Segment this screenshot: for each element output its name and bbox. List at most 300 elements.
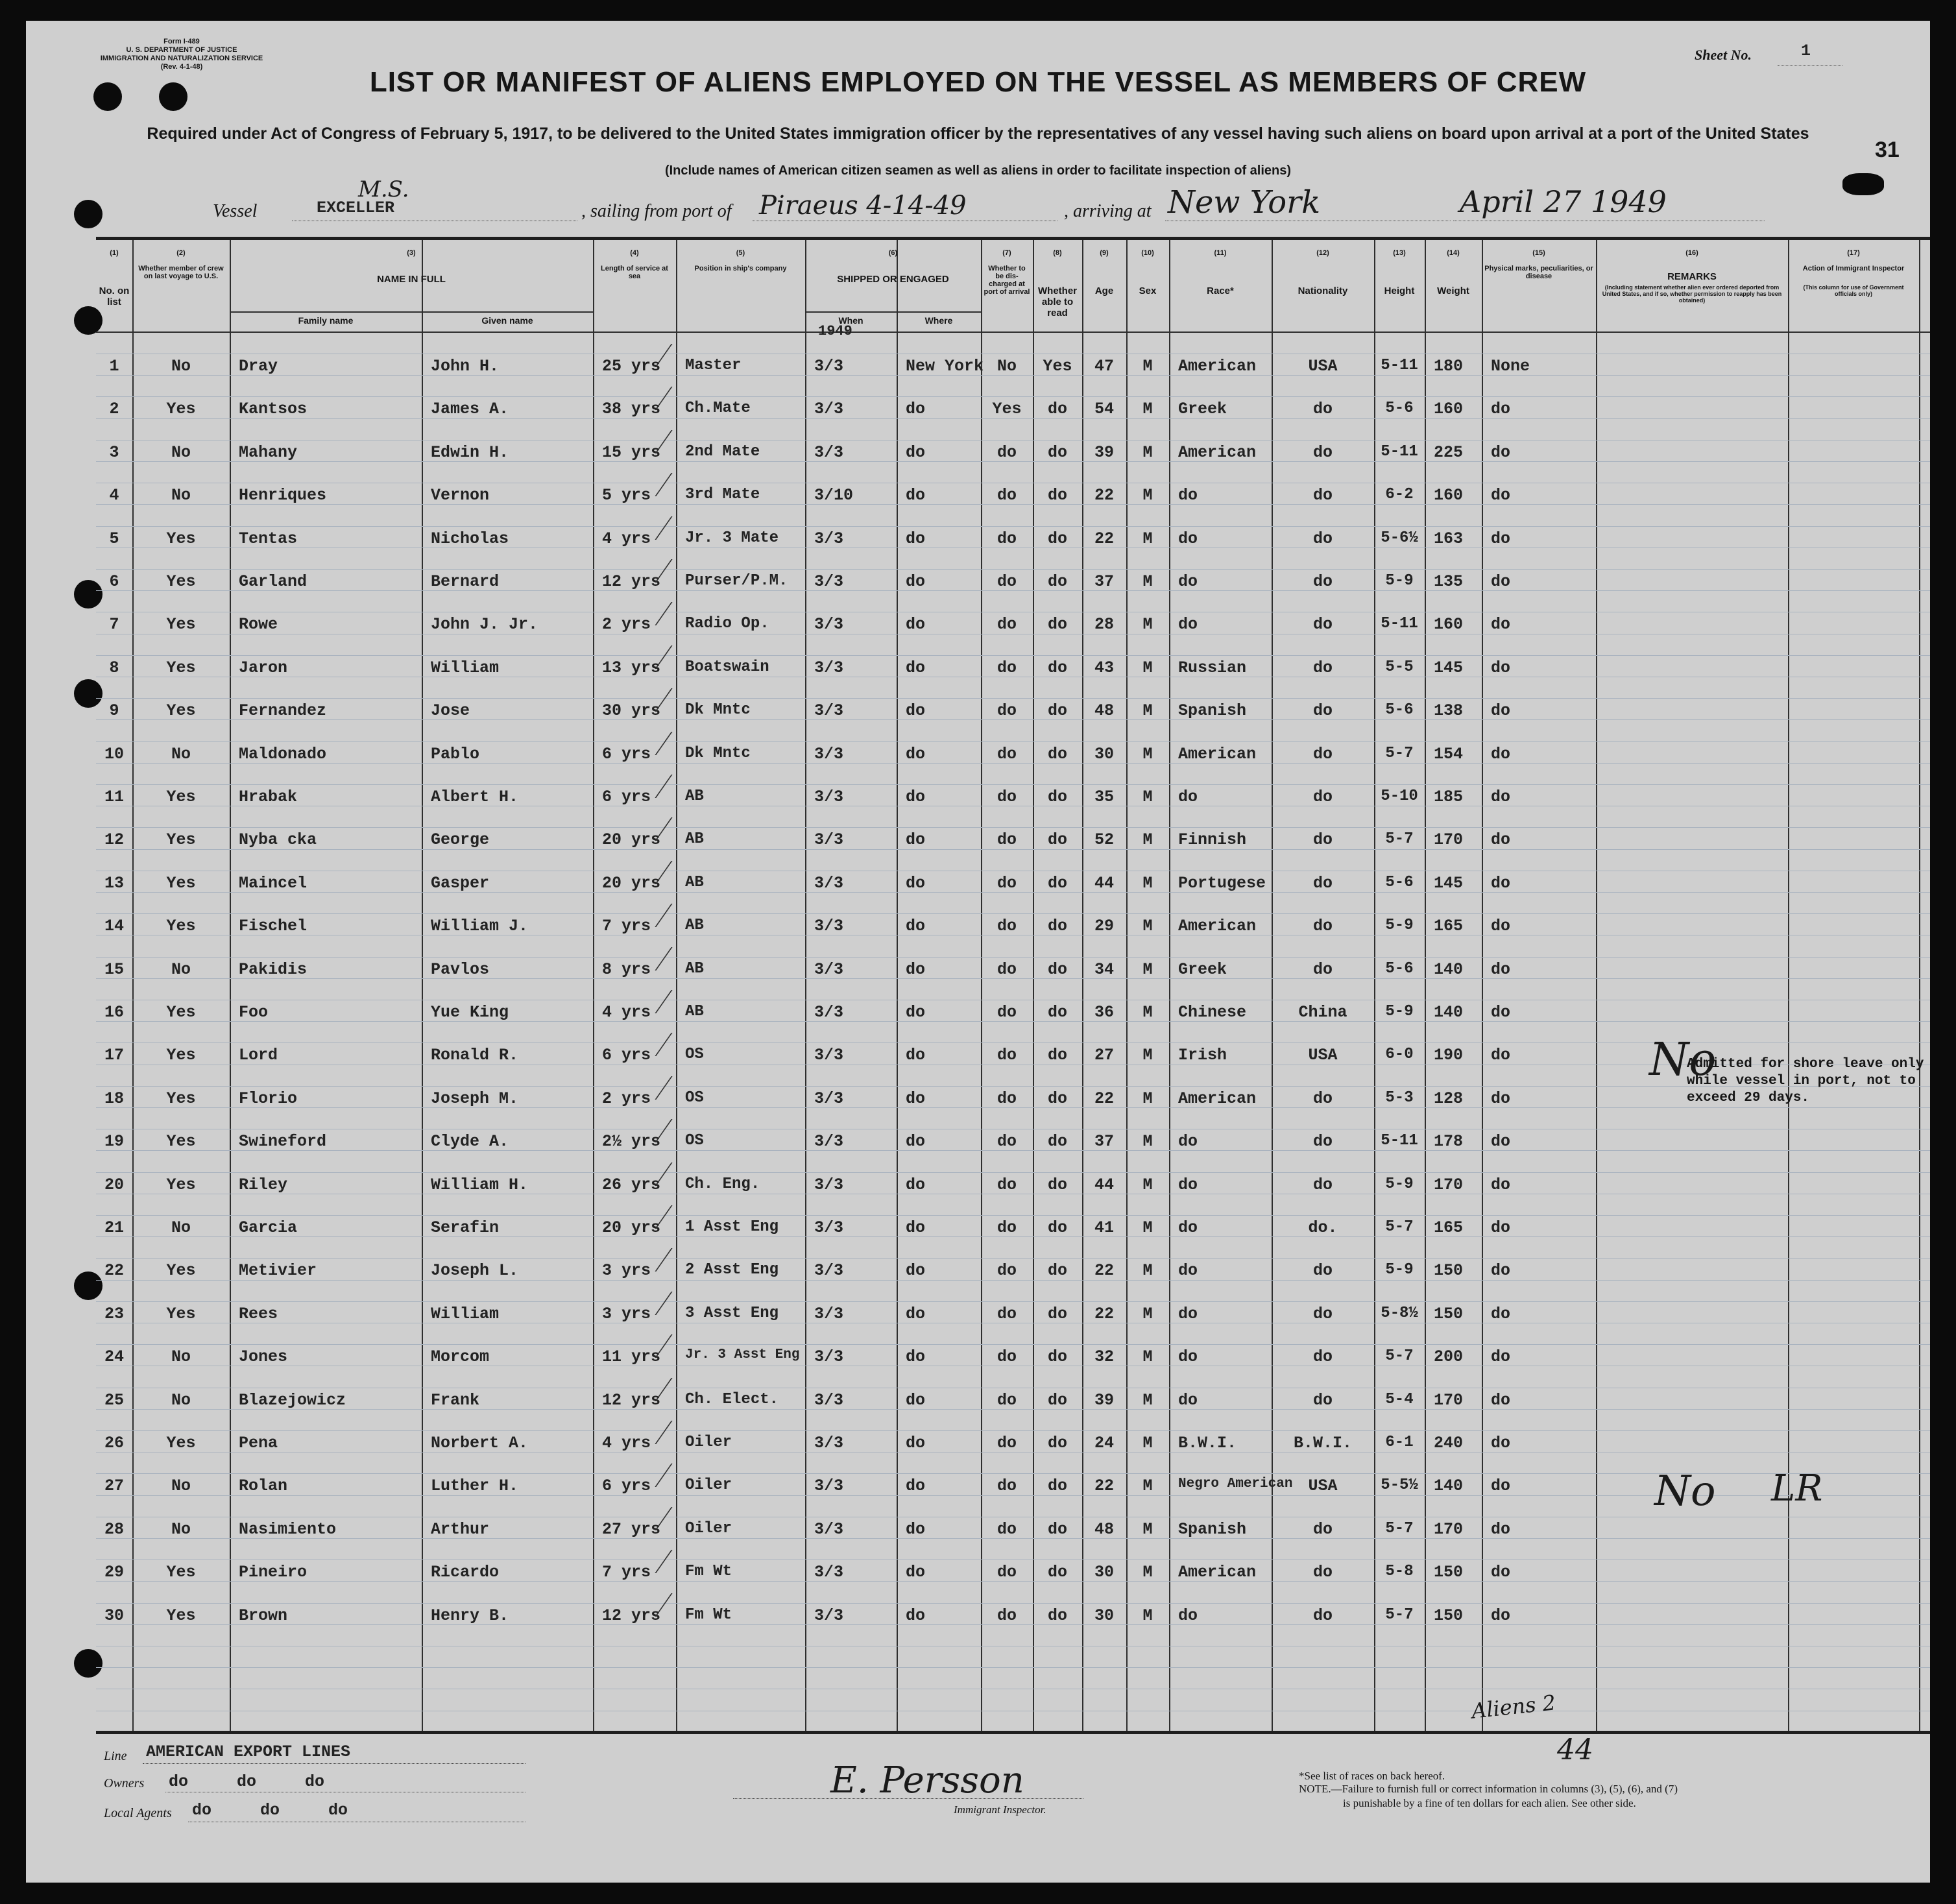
position: OS [685, 1089, 704, 1107]
sex: M [1142, 788, 1153, 806]
age: 44 [1094, 1175, 1114, 1194]
family-name: Pakidis [239, 959, 308, 979]
discharged: do [996, 1519, 1017, 1539]
sex: M [1142, 615, 1153, 634]
shipped-where: do [906, 1390, 926, 1410]
age: 54 [1094, 400, 1114, 419]
given-name: Joseph M. [431, 1089, 519, 1108]
nationality: do [1312, 959, 1333, 979]
sex: M [1142, 1261, 1153, 1281]
shipped-when: 3/3 [814, 830, 844, 850]
sex: M [1142, 529, 1153, 548]
service-length: 6 yrs [602, 1046, 651, 1065]
given-name: John J. Jr. [431, 615, 538, 634]
shipped-when: 3/3 [814, 1606, 844, 1625]
able-to-read: Yes [1043, 357, 1072, 376]
page-stamp: 31 [1875, 138, 1900, 162]
age: 28 [1094, 615, 1114, 634]
weight: 160 [1434, 615, 1464, 634]
owners-label: Owners [104, 1776, 145, 1790]
shipped-when: 3/3 [814, 917, 844, 936]
given-name: Ronald R. [431, 1046, 519, 1065]
row-number: 14 [104, 917, 124, 936]
last-voyage: No [171, 1218, 191, 1237]
column-label: Nationality [1298, 285, 1348, 296]
service-length: 12 yrs [602, 1390, 661, 1410]
family-name: Riley [239, 1175, 288, 1194]
shipped-where: do [906, 1304, 926, 1323]
physical-marks: do [1491, 917, 1511, 936]
nationality: do [1312, 1132, 1333, 1151]
family-name: Swineford [239, 1132, 327, 1151]
position: Ch. Elect. [685, 1390, 779, 1408]
last-voyage: No [171, 744, 191, 764]
last-voyage: Yes [166, 400, 196, 419]
nationality: do [1312, 529, 1333, 548]
service-length: 20 yrs [602, 830, 661, 850]
last-voyage: Yes [166, 788, 196, 806]
height: 5-6 [1385, 400, 1414, 418]
sex: M [1142, 1563, 1153, 1582]
shipped-when: 3/3 [814, 658, 844, 677]
physical-marks: do [1491, 1261, 1511, 1281]
remark-stamp: Admitted for shore leave only while vessel in port, not to exceed 29 days. [1687, 1057, 1924, 1105]
row-number: 9 [109, 701, 119, 721]
service-length: 26 yrs [602, 1175, 661, 1194]
height: 5-9 [1385, 1003, 1414, 1020]
physical-marks: do [1491, 873, 1511, 893]
row-number: 18 [104, 1089, 124, 1108]
service-length: 25 yrs [602, 357, 661, 376]
position: 1 Asst Eng [685, 1218, 779, 1236]
discharged: do [996, 959, 1017, 979]
race: do [1178, 1175, 1198, 1194]
family-name: Pena [239, 1434, 278, 1452]
count-note: Aliens 2 [1470, 1690, 1557, 1724]
shipped-when: 3/3 [814, 400, 844, 419]
last-voyage: Yes [166, 1175, 196, 1194]
position: Oiler [685, 1519, 732, 1537]
column-label: NAME IN FULL [377, 274, 446, 285]
height: 5-9 [1385, 1261, 1414, 1279]
shipped-where: do [906, 615, 926, 634]
able-to-read: do [1047, 959, 1067, 979]
height: 5-5½ [1381, 1476, 1418, 1495]
service-length: 6 yrs [602, 1476, 651, 1496]
age: 22 [1094, 1089, 1114, 1108]
discharged: do [996, 1606, 1017, 1625]
given-name: Edwin H. [431, 442, 509, 462]
physical-marks: do [1491, 1003, 1511, 1022]
position: 3rd Mate [685, 486, 760, 504]
row-number: 26 [104, 1434, 124, 1452]
weight: 140 [1434, 1003, 1464, 1022]
last-voyage: No [171, 357, 191, 376]
weight: 170 [1434, 1519, 1464, 1539]
service-length: 20 yrs [602, 1218, 661, 1237]
able-to-read: do [1047, 572, 1067, 591]
able-to-read: do [1047, 1175, 1067, 1194]
able-to-read: do [1047, 1218, 1067, 1237]
able-to-read: do [1047, 400, 1067, 419]
service-length: 2 yrs [602, 1089, 651, 1108]
shipped-when: 3/3 [814, 1089, 844, 1108]
last-voyage: Yes [166, 1606, 196, 1625]
discharged: do [996, 1563, 1017, 1582]
nationality: do [1312, 1089, 1333, 1108]
discharged: do [996, 917, 1017, 936]
nationality: do [1312, 1563, 1333, 1582]
physical-marks: do [1491, 788, 1511, 806]
discharged: do [996, 1434, 1017, 1452]
sex: M [1142, 1606, 1153, 1625]
shipped-where: do [906, 400, 926, 419]
nationality: do [1312, 701, 1333, 721]
column-number: (4) [630, 249, 639, 257]
shipped-where: do [906, 1218, 926, 1237]
age: 34 [1094, 959, 1114, 979]
position: OS [685, 1132, 704, 1150]
age: 22 [1094, 529, 1114, 548]
shipped-when: 3/3 [814, 357, 844, 376]
column-label: Physical marks, peculiarities, or disease [1484, 265, 1593, 280]
given-name: Albert H. [431, 788, 519, 806]
column-number: (5) [736, 249, 745, 257]
sex: M [1142, 744, 1153, 764]
height: 6-2 [1385, 486, 1414, 504]
position: Dk Mntc [685, 701, 751, 719]
race: Portugese [1178, 873, 1266, 893]
physical-marks: do [1491, 486, 1511, 505]
family-name: Nyba cka [239, 830, 317, 850]
able-to-read: do [1047, 788, 1067, 806]
given-name: Serafin [431, 1218, 500, 1237]
service-length: 3 yrs [602, 1261, 651, 1281]
physical-marks: do [1491, 1390, 1511, 1410]
nationality: do [1312, 873, 1333, 893]
discharged: do [996, 658, 1017, 677]
weight: 170 [1434, 830, 1464, 850]
last-voyage: Yes [166, 572, 196, 591]
race: do [1178, 1606, 1198, 1625]
sex: M [1142, 1046, 1153, 1065]
column-label: Length of service at sea [601, 265, 668, 280]
height: 5-8½ [1381, 1304, 1418, 1322]
last-voyage: Yes [166, 873, 196, 893]
physical-marks: do [1491, 1304, 1511, 1323]
physical-marks: do [1491, 572, 1511, 591]
discharged: do [996, 442, 1017, 462]
manifest-sheet [26, 21, 1930, 1883]
service-length: 13 yrs [602, 658, 661, 677]
nationality: USA [1308, 1046, 1338, 1065]
given-name: Norbert A. [431, 1434, 529, 1452]
given-name: Bernard [431, 572, 500, 591]
service-length: 4 yrs [602, 1434, 651, 1452]
given-name: William J. [431, 917, 529, 936]
arrival-date: April 27 1949 [1460, 184, 1667, 219]
physical-marks: do [1491, 1519, 1511, 1539]
discharged: do [996, 572, 1017, 591]
physical-marks: do [1491, 1347, 1511, 1367]
height: 5-7 [1385, 1347, 1414, 1366]
last-voyage: Yes [166, 917, 196, 936]
sex: M [1142, 1304, 1153, 1323]
sex: M [1142, 1175, 1153, 1194]
nationality: USA [1308, 1476, 1338, 1496]
family-name: Jones [239, 1347, 288, 1367]
last-voyage: Yes [166, 830, 196, 850]
column-number: (1) [110, 249, 119, 257]
weight: 200 [1434, 1347, 1464, 1367]
row-number: 2 [109, 400, 119, 419]
remark-initials: LR [1771, 1467, 1823, 1510]
shipped-where: do [906, 1003, 926, 1022]
service-length: 5 yrs [602, 486, 651, 505]
age: 43 [1094, 658, 1114, 677]
able-to-read: do [1047, 1003, 1067, 1022]
column-note: (Including statement whether alien ever ordered deported from United States, and if so, whether permission to reapply has been obtained) [1602, 284, 1782, 304]
remark-mark: No [1649, 1033, 1717, 1086]
penalty-note-2: is punishable by a fine of ten dollars for each alien. See other side. [1343, 1797, 1636, 1809]
sex: M [1142, 1003, 1153, 1022]
height: 6-0 [1385, 1046, 1414, 1064]
race: Negro American [1178, 1476, 1293, 1492]
last-voyage: No [171, 486, 191, 505]
nationality: do [1312, 572, 1333, 591]
row-number: 8 [109, 658, 119, 677]
inspector-label: Immigrant Inspector. [954, 1803, 1046, 1816]
column-sublabel: Given name [481, 315, 533, 326]
discharged: do [996, 529, 1017, 548]
family-name: Rees [239, 1304, 278, 1323]
shipped-where: New York [906, 357, 984, 376]
service-length: 2½ yrs [602, 1132, 661, 1151]
physical-marks: do [1491, 658, 1511, 677]
nationality: USA [1308, 357, 1338, 376]
race: American [1178, 1563, 1257, 1582]
race: do [1178, 788, 1198, 806]
form-dept: U. S. DEPARTMENT OF JUSTICE [126, 46, 237, 54]
sex: M [1142, 1347, 1153, 1367]
nationality: do [1312, 658, 1333, 677]
nationality: B.W.I. [1293, 1434, 1352, 1452]
given-name: John H. [431, 357, 500, 376]
height: 5-7 [1385, 744, 1414, 762]
height: 5-7 [1385, 830, 1414, 849]
shipped-when: 3/3 [814, 1519, 844, 1539]
age: 24 [1094, 1434, 1114, 1452]
shipped-where: do [906, 658, 926, 677]
height: 5-6 [1385, 701, 1414, 719]
given-name: William H. [431, 1175, 529, 1194]
shipped-when: 3/3 [814, 788, 844, 806]
service-length: 8 yrs [602, 959, 651, 979]
sex: M [1142, 1476, 1153, 1496]
weight: 165 [1434, 917, 1464, 936]
row-number: 22 [104, 1261, 124, 1281]
position: 3 Asst Eng [685, 1304, 779, 1322]
race: do [1178, 615, 1198, 634]
position: Purser/P.M. [685, 572, 788, 590]
position: Dk Mntc [685, 744, 751, 762]
column-label: Age [1094, 285, 1114, 296]
height: 5-7 [1385, 1606, 1414, 1624]
column-number: (9) [1100, 249, 1109, 257]
weight: 185 [1434, 788, 1464, 806]
service-length: 6 yrs [602, 788, 651, 806]
family-name: Kantsos [239, 400, 308, 419]
shipped-when: 3/3 [814, 744, 844, 764]
family-name: Mahany [239, 442, 298, 462]
shipped-where: do [906, 873, 926, 893]
column-note: (This column for use of Government officials only) [1803, 284, 1904, 297]
shipped-when: 3/3 [814, 1261, 844, 1281]
column-sublabel: Family name [298, 315, 354, 326]
last-voyage: No [171, 1476, 191, 1496]
shipped-where: do [906, 744, 926, 764]
shipped-where: do [906, 788, 926, 806]
able-to-read: do [1047, 1390, 1067, 1410]
nationality: do [1312, 1304, 1333, 1323]
able-to-read: do [1047, 1563, 1067, 1582]
sailing-label: , sailing from port of [581, 201, 732, 221]
nationality: do [1312, 442, 1333, 462]
family-name: Rolan [239, 1476, 288, 1496]
vessel-prefix: M.S. [358, 176, 409, 202]
position: AB [685, 917, 704, 935]
vessel-label: Vessel [213, 201, 258, 221]
shipped-when: 3/3 [814, 1390, 844, 1410]
nationality: do [1312, 788, 1333, 806]
physical-marks: do [1491, 1089, 1511, 1108]
discharged: do [996, 788, 1017, 806]
weight: 140 [1434, 1476, 1464, 1496]
weight: 165 [1434, 1218, 1464, 1237]
column-label: Whether to be dis-charged at port of arrival [984, 265, 1030, 296]
shipped-where: do [906, 1476, 926, 1496]
weight: 154 [1434, 744, 1464, 764]
given-name: William [431, 1304, 500, 1323]
height: 5-11 [1381, 442, 1418, 461]
service-length: 30 yrs [602, 701, 661, 721]
position: Ch. Eng. [685, 1175, 760, 1193]
page-title: LIST OR MANIFEST OF ALIENS EMPLOYED ON THE VESSEL AS MEMBERS OF CREW [369, 66, 1587, 98]
discharged: do [996, 830, 1017, 850]
shipped-where: do [906, 1089, 926, 1108]
last-voyage: No [171, 1347, 191, 1367]
sex: M [1142, 959, 1153, 979]
position: Oiler [685, 1476, 732, 1495]
family-name: Tentas [239, 529, 298, 548]
column-sublabel: Where [924, 315, 953, 326]
row-number: 23 [104, 1304, 124, 1323]
last-voyage: Yes [166, 1089, 196, 1108]
weight: 160 [1434, 486, 1464, 505]
row-number: 28 [104, 1519, 124, 1539]
position: AB [685, 873, 704, 891]
row-number: 29 [104, 1563, 124, 1582]
column-number: (15) [1532, 249, 1545, 257]
arriving-label: , arriving at [1064, 201, 1152, 221]
weight: 178 [1434, 1132, 1464, 1151]
height: 5-9 [1385, 1175, 1414, 1193]
nationality: do [1312, 917, 1333, 936]
shipped-when: 3/3 [814, 1046, 844, 1065]
nationality: do [1312, 1261, 1333, 1281]
shipped-when: 3/10 [814, 486, 854, 505]
nationality: do [1312, 1390, 1333, 1410]
age: 36 [1094, 1003, 1114, 1022]
shipped-where: do [906, 442, 926, 462]
family-name: Brown [239, 1606, 288, 1625]
inspector-signature: E. Persson [830, 1759, 1024, 1802]
height: 5-11 [1381, 357, 1418, 374]
shipped-when: 3/3 [814, 572, 844, 591]
discharged: do [996, 873, 1017, 893]
physical-marks: do [1491, 615, 1511, 634]
race: American [1178, 357, 1257, 376]
height: 5-6 [1385, 873, 1414, 891]
shipped-where: do [906, 529, 926, 548]
height: 5-9 [1385, 917, 1414, 935]
family-name: Foo [239, 1003, 269, 1022]
family-name: Metivier [239, 1261, 317, 1281]
position: Fm Wt [685, 1563, 732, 1581]
column-label: Height [1384, 285, 1415, 296]
able-to-read: do [1047, 1046, 1067, 1065]
row-number: 17 [104, 1046, 124, 1065]
discharged: do [996, 1003, 1017, 1022]
row-number: 12 [104, 830, 124, 850]
last-voyage: No [171, 959, 191, 979]
family-name: Fischel [239, 917, 308, 936]
given-name: Morcom [431, 1347, 490, 1367]
given-name: Arthur [431, 1519, 490, 1539]
row-number: 19 [104, 1132, 124, 1151]
shipped-when: 3/3 [814, 615, 844, 634]
last-voyage: Yes [166, 529, 196, 548]
last-voyage: Yes [166, 1434, 196, 1452]
family-name: Florio [239, 1089, 298, 1108]
race: do [1178, 1218, 1198, 1237]
row-number: 30 [104, 1606, 124, 1625]
shipped-where: do [906, 1519, 926, 1539]
age: 47 [1094, 357, 1114, 376]
height: 5-10 [1381, 788, 1418, 805]
physical-marks: do [1491, 1606, 1511, 1625]
sex: M [1142, 486, 1153, 505]
row-number: 5 [109, 529, 119, 548]
column-label: SHIPPED OR ENGAGED [837, 274, 949, 285]
service-length: 11 yrs [602, 1347, 661, 1367]
family-name: Dray [239, 357, 278, 376]
weight: 225 [1434, 442, 1464, 462]
physical-marks: do [1491, 442, 1511, 462]
given-name: Henry B. [431, 1606, 509, 1625]
discharged: do [996, 615, 1017, 634]
service-length: 6 yrs [602, 744, 651, 764]
height: 5-11 [1381, 615, 1418, 633]
column-label: REMARKS [1667, 271, 1717, 282]
able-to-read: do [1047, 615, 1067, 634]
nationality: do [1312, 744, 1333, 764]
family-name: Pineiro [239, 1563, 308, 1582]
discharged: Yes [992, 400, 1022, 419]
race: Spanish [1178, 1519, 1247, 1539]
given-name: Yue King [431, 1003, 509, 1022]
position: AB [685, 830, 704, 849]
